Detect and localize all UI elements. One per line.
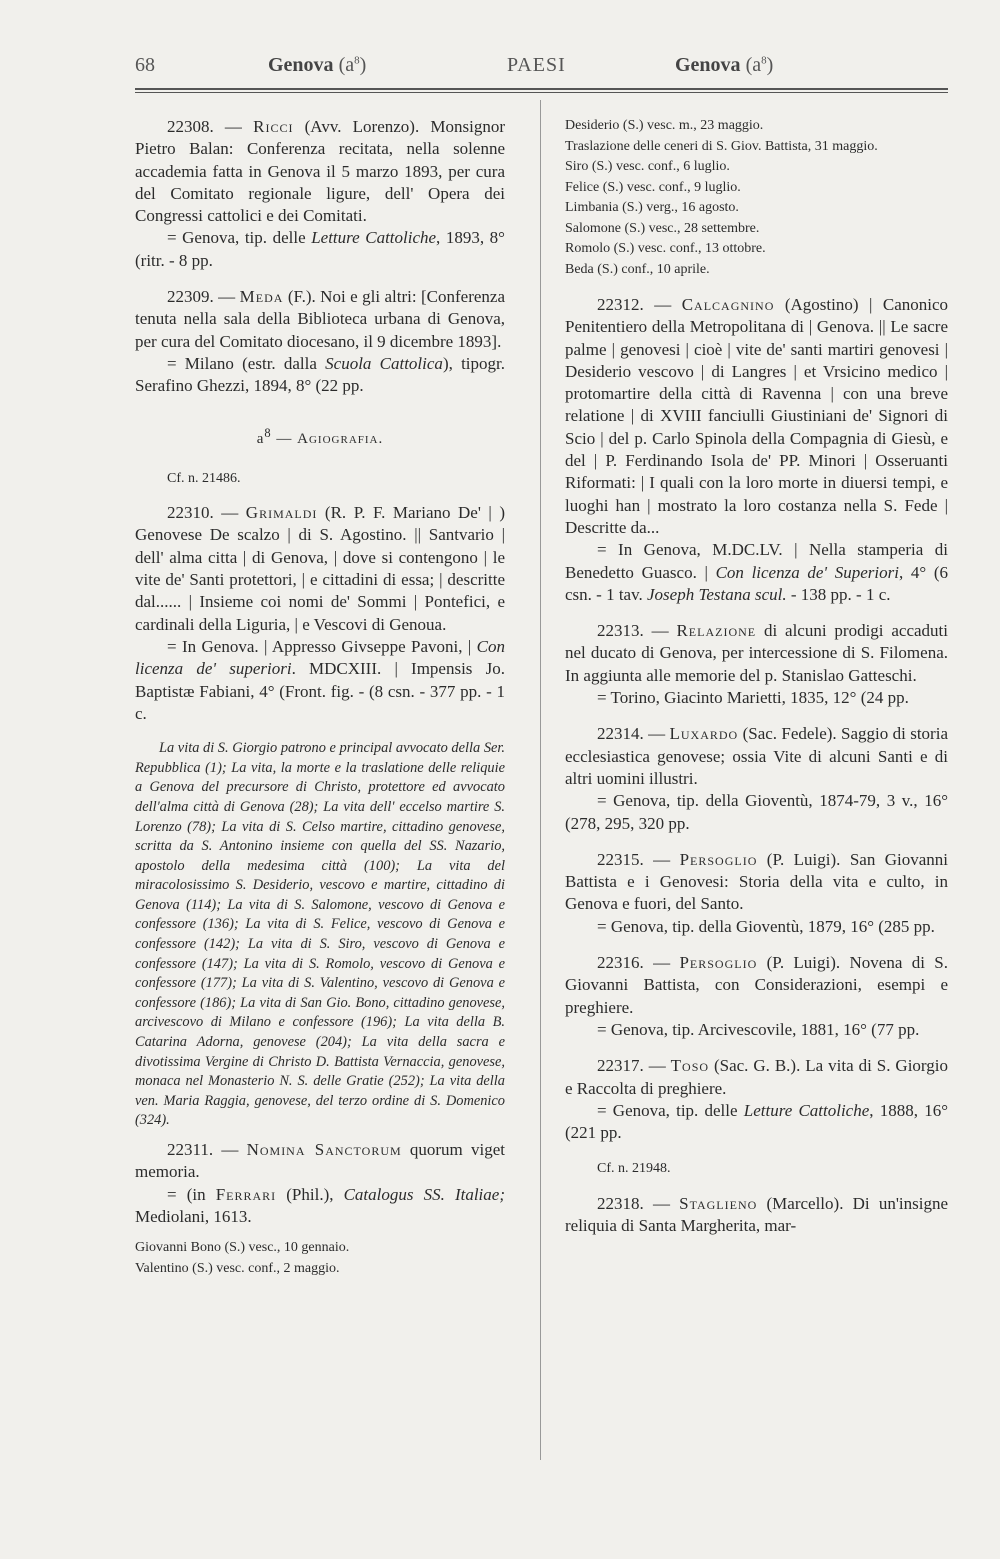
saint-item: Giovanni Bono (S.) vesc., 10 gennaio. bbox=[135, 1240, 350, 1256]
left-column bbox=[135, 116, 505, 1279]
right-column bbox=[565, 116, 948, 1251]
page-number: 68 bbox=[135, 54, 155, 76]
entry-22309: 22309. — Meda (F.). Noi e gli altri: [Conferenza tenuta nella sala della Biblioteca urbana di Genova, per cura del Comitato diocesano, il 9 dicembre 1893]. = Milano (estr. dalla Scuola Cattolica), tipogr. Serafino Ghezzi, 1894, 8° (22 pp. bbox=[135, 287, 506, 396]
saint-item: Desiderio (S.) vesc. m., 23 maggio. bbox=[565, 118, 764, 133]
header-right-title: Genova $(a^8)$ bbox=[675, 54, 774, 76]
entry-22313: 22313. — Relazione di alcuni prodigi accaduti nel ducato di Genova, per intercessione di S. Filomena. In aggiunta alle memorie del p. Stanislao Gatteschi. = Torino, Giacinto Marietti, 1835, 12° (24 pp. bbox=[565, 621, 949, 708]
running-header bbox=[135, 54, 948, 84]
saint-item: Salomone (S.) vesc., 28 settembre. bbox=[565, 220, 760, 236]
header-section-title: PAESI bbox=[507, 54, 566, 76]
cross-reference: Cf. n. 21486. bbox=[167, 470, 241, 486]
entry-22316: 22316. — Persoglio (P. Luigi). Novena di S. Giovanni Battista, con Considerazioni, esempi e preghiere. = Genova, tip. Arcivescovile, 1881, 16° (77 pp. bbox=[565, 953, 948, 1039]
entry-22314: 22314. — Luxardo (Sac. Fedele). Saggio di storia ecclesiastica genovese; ossia Vite di alcuni Santi e di altri uomini illustri. = Genova, tip. della Gioventù, 1874-79, 3 v., 16° (278, 295, 320 pp. bbox=[565, 724, 948, 833]
header-left-title: Genova $(a^8)$ bbox=[268, 54, 367, 76]
contents-note: La vita di S. Giorgio patrono e principal avvocato della Ser. Repubblica (1); La vita, la morte e la traslatione delle reliquie a Genova del precursore di Christo, protettore ed avvocato dell'alma città di Genova (28); La vita dell' eccelso martire S. Lorenzo (78); La vita di S. Celso martire, cittadino genovese, scritta da S. Antonino insieme con quella del SS. Nazario, apostolo della medesima città (100); La vita del miracolosissimo S. Desiderio, vescovo e martire, cittadino di Genova (114); La vita di S. Salomone, vescovo di Genova e confessore (136); La vita di S. Felice, vescovo di Genova e confessore (142); La vita di S. Siro, vescovo di Genova e confessore (147); La vita di S. Romolo, vescovo di Genova e confessore (177); La vita di S. Valentino, vescovo di Genova e confessore (186); La vita di San Gio. Bono, cittadino genovese, arcivescovo di Milano e confessore (196); La vita della B. Catarina Adorna, genovese (204); La vita della sacra e divotissima Vergine di Christo D. Battista Vernaccia, genovese, monaca nel Monasterio N. S. delle Gratie (252); La vita della ven. Maria Raggia, genovese, del terzo ordine di S. Domenico (324). bbox=[135, 740, 505, 1129]
entry-22315: 22315. — Persoglio (P. Luigi). San Giovanni Battista e i Genovesi: Storia della vita e culto, in Genova e fuori, del Santo. = Genova, tip. della Gioventù, 1879, 16° (285 pp. bbox=[565, 849, 949, 936]
header-rule bbox=[135, 88, 948, 90]
saint-item: Felice (S.) vesc. conf., 9 luglio. bbox=[565, 179, 741, 195]
entry-22308: 22308. — Ricci (Avv. Lorenzo). Monsignor Pietro Balan: Conferenza recitata, nella solenne accademia fatta in Genova il 5 marzo 1893, per cura del Comitato regionale ligure, dell' Opera dei Congressi cattolici e dei Comitati. = Genova, tip. delle Letture Cattoliche, 1893, 8° (ritr. - 8 pp. bbox=[135, 117, 505, 270]
saint-item: Beda (S.) conf., 10 aprile. bbox=[565, 261, 710, 277]
saint-item: Valentino (S.) vesc. conf., 2 maggio. bbox=[135, 1260, 340, 1276]
entry-22318: 22318. — Staglieno (Marcello). Di un'insigne reliquia di Santa Margherita, mar- bbox=[565, 1193, 949, 1235]
saints-list bbox=[565, 116, 948, 280]
saint-item: Siro (S.) vesc. conf., 6 luglio. bbox=[565, 159, 730, 174]
section-heading: $a^8$ — Agiografia. bbox=[256, 425, 384, 447]
cross-reference: Cf. n. 21948. bbox=[597, 1161, 671, 1177]
entry-22312: 22312. — Calcagnino (Agostino) | Canonico Penitentiero della Metropolitana di | Genova. || Le sacre palme | genovesi | cioè | vite de' santi martiri genovesi | Desiderio vescovo | di Langres | et Vrsicino medico | protomartire della città di Ravenna | con una breve relatione | di XVIII fanciulli Giustiniani de' Signori di Scio | del p. Carlo Spinola della Compagnia di Giesù, e del | P. Ferdinando Isola de' PP. Minori | Osseruanti Riformati: | I quali con la loro morte in diuersi tempi, e luoghi han | mostrato la loro costanza nella S. Fede | Descritte da... = In Genova, M.DC.LV. | Nella stamperia di Benedetto Guasco. | Con licenza de' Superiori, 4° (6 csn. - 1 tav. Joseph Testana scul. - 138 pp. - 1 c. bbox=[565, 295, 949, 604]
saint-item: Limbania (S.) verg., 16 agosto. bbox=[565, 200, 739, 215]
column-divider bbox=[540, 100, 541, 1460]
entry-22317: 22317. — Toso (Sac. G. B.). La vita di S. Giorgio e Raccolta di preghiere. = Genova, tip. delle Letture Cattoliche, 1888, 16° (221 pp. bbox=[565, 1056, 948, 1143]
saint-item: Traslazione delle ceneri di S. Giov. Battista, 31 maggio. bbox=[565, 138, 878, 154]
saint-item: Romolo (S.) vesc. conf., 13 ottobre. bbox=[565, 241, 766, 256]
entry-22310: 22310. — Grimaldi (R. P. F. Mariano De' | ) Genovese De scalzo | di S. Agostino. || Santvario | dell' alma citta | di Genova, | dove si contengono | le vite de' Santi protettori, | e cittadini di essa; | descritte dal...... | Insieme coi nomi de' Sommi | Pontefici, e cardinali della Liguria, | e Vescovi di Genoua. = In Genova. | Appresso Givseppe Pavoni, | Con licenza de' superiori. MDCXIII. | Impensis Jo. Baptistæ Fabiani, 4° (Front. fig. - (8 csn. - 377 pp. - 1 c. bbox=[135, 503, 505, 723]
entry-22311: 22311. — Nomina Sanctorum quorum viget memoria. = (in Ferrari (Phil.), Catalogus SS. Italiae; Mediolani, 1613. bbox=[135, 1140, 505, 1226]
header-rule-thin bbox=[135, 92, 948, 93]
